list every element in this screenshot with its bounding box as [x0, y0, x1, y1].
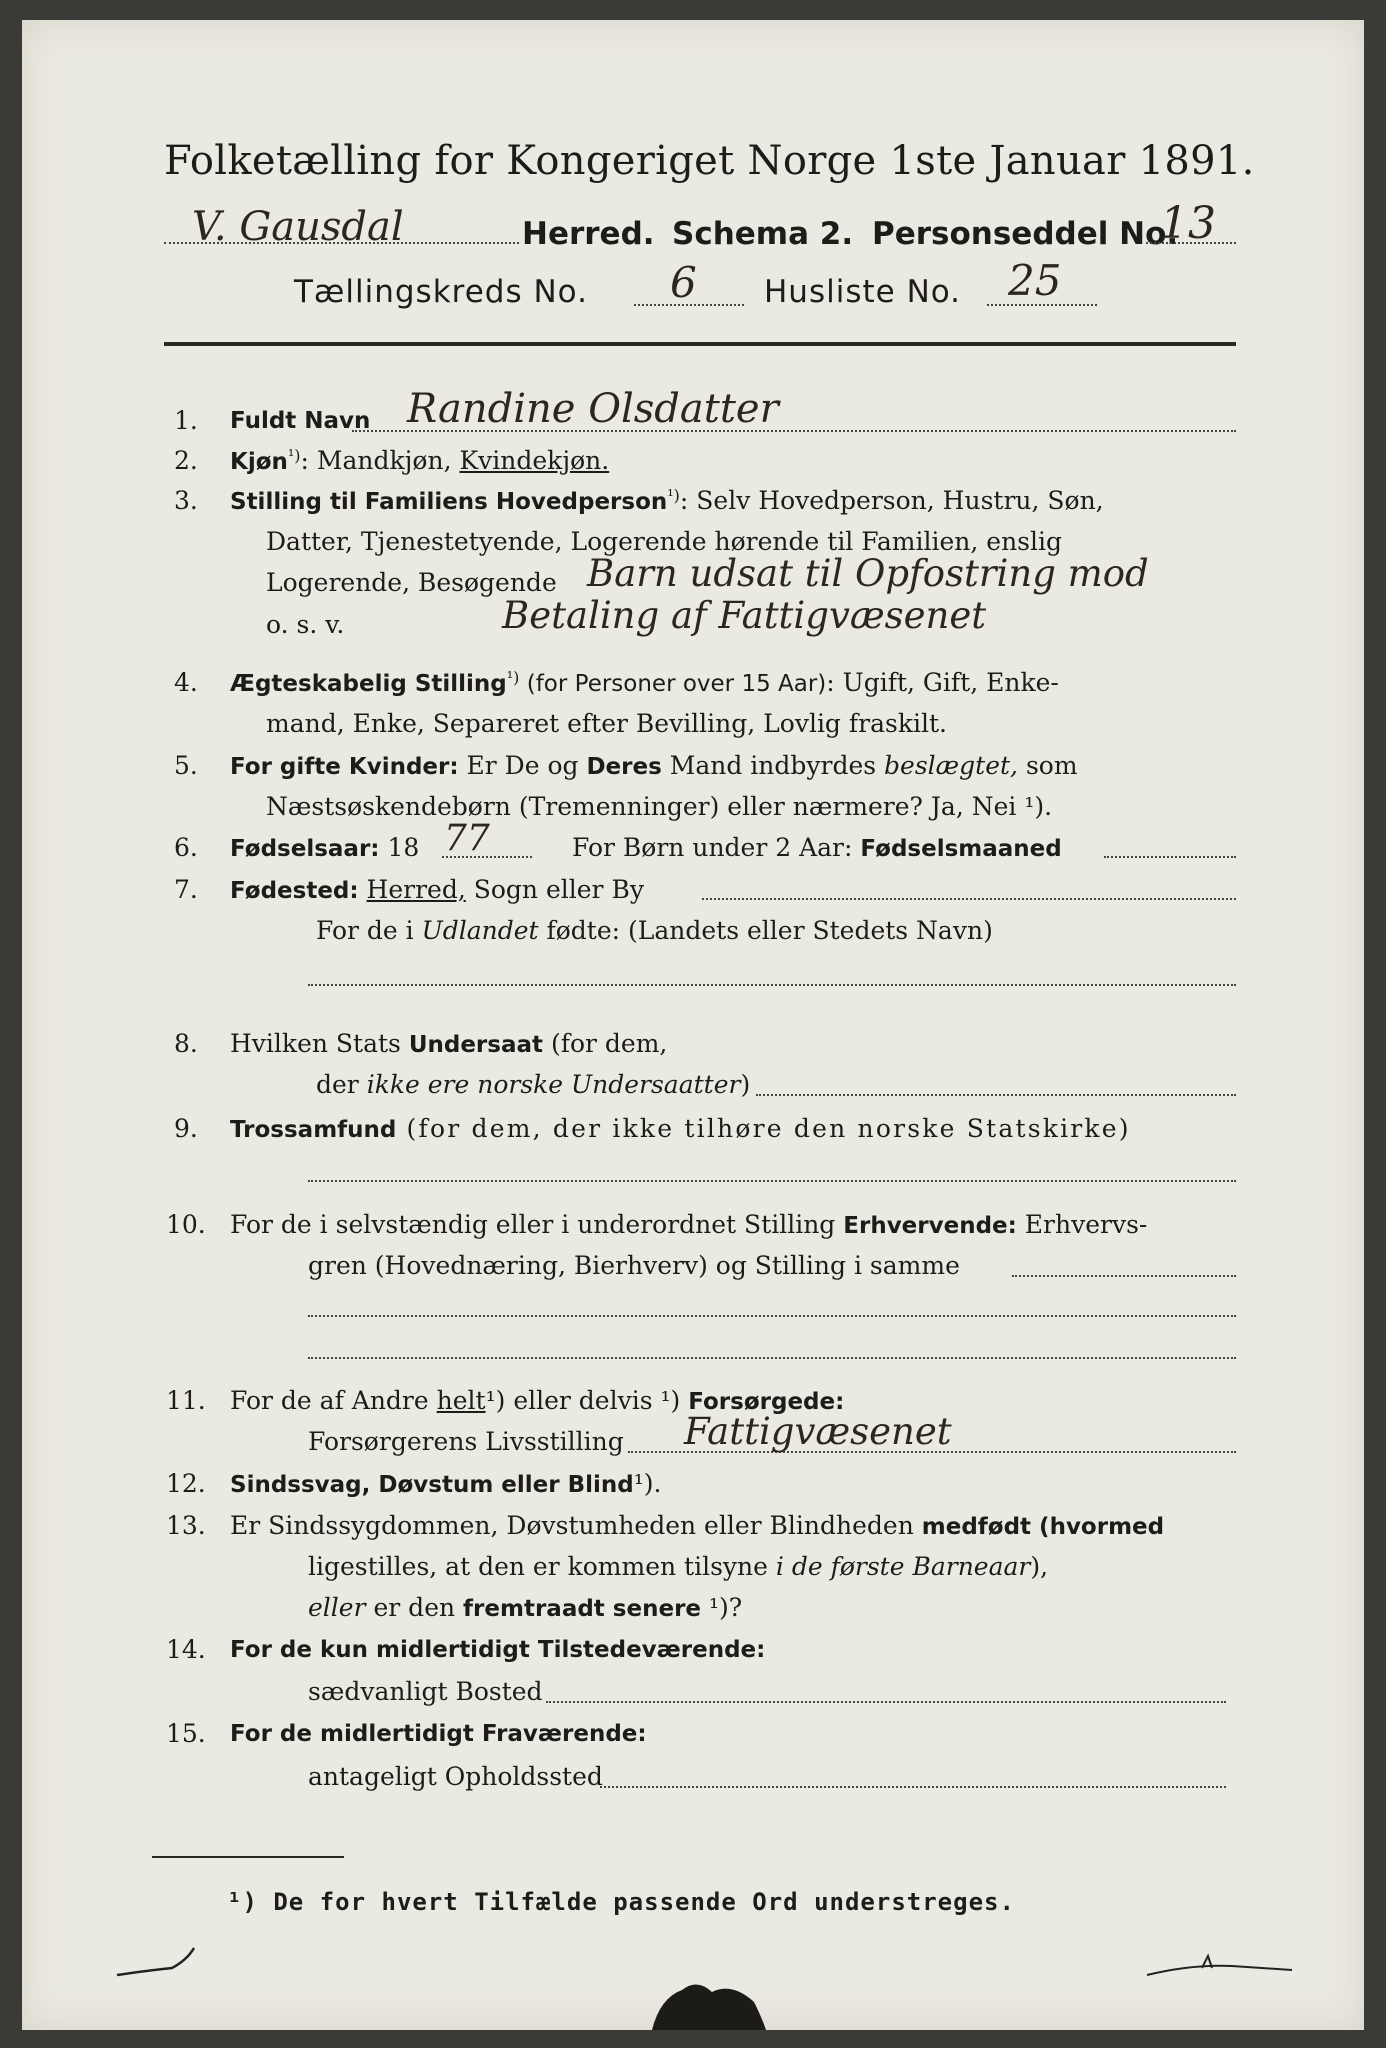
item13-text-d: ), [1030, 1552, 1049, 1581]
item8-dotline [756, 1094, 1236, 1096]
item6-line [230, 833, 419, 862]
personseddel-dotline [1146, 242, 1236, 244]
item8-text-b: (for dem, [543, 1029, 668, 1058]
item7-italic: Udlandet [421, 916, 539, 945]
item-number: 9. [174, 1114, 198, 1143]
footnote-rule [152, 1856, 344, 1858]
item4-line1 [230, 668, 1059, 697]
item9-dotline [308, 1180, 1236, 1182]
herred-label: Herred. [522, 216, 655, 252]
item3-line2: Datter, Tjenestetyende, Logerende hørende til Familien, enslig [266, 527, 1063, 556]
item7-dotline-2 [308, 984, 1236, 986]
herred-dotline [164, 242, 519, 244]
item1-label: Fuldt Navn [230, 408, 371, 434]
item7-line2 [316, 916, 993, 945]
item8-bold: Undersaat [408, 1032, 543, 1058]
item10-dotline-3 [308, 1357, 1236, 1359]
item14-label: For de kun midlertidigt Tilstedeværende: [230, 1637, 766, 1663]
item14-line2: sædvanligt Bosted [308, 1677, 543, 1706]
item6-dotline-b [1104, 856, 1236, 858]
item-number: 13. [166, 1511, 206, 1540]
husliste-dotline [987, 304, 1097, 306]
item1-name-value: Randine Olsdatter [407, 386, 779, 432]
item-number: 8. [174, 1029, 198, 1058]
item7-dotline-1 [702, 898, 1236, 900]
kreds-value: 6 [670, 258, 697, 307]
item-number: 2. [174, 446, 198, 475]
item9-label: Trossamfund [230, 1117, 397, 1143]
husliste-label: Husliste No. [764, 274, 962, 310]
item13-text-b: (hvormed [1031, 1514, 1165, 1540]
item3-text: : Selv Hovedperson, Hustru, Søn, [679, 486, 1104, 515]
item-number: 1. [174, 406, 198, 435]
item11-line2: Forsørgerens Livsstilling [308, 1427, 624, 1456]
item13-italic-2: eller [308, 1593, 366, 1622]
item9-line [230, 1114, 1131, 1143]
item4-text-a: (for Personer over 15 Aar) [519, 671, 827, 697]
item6-dotline-a [442, 856, 532, 858]
item13-text-c: ligestilles, at den er kommen tilsyne [308, 1552, 776, 1581]
item6-label: Fødselsaar: [230, 836, 380, 862]
item11-text-a: For de af Andre [230, 1386, 437, 1415]
item7-text-b: fødte: (Landets eller Stedets Navn) [538, 916, 993, 945]
item8-line1 [230, 1029, 667, 1058]
item3-sup: ¹) [667, 486, 680, 505]
item12-label: Sindssvag, Døvstum eller Blind [230, 1472, 634, 1498]
item6-line-b [572, 833, 1062, 862]
item15-label: For de midlertidigt Fraværende: [230, 1721, 647, 1747]
personseddel-label: Personseddel No. [872, 216, 1179, 252]
schema-label: Schema 2. [672, 216, 854, 252]
kreds-dotline [634, 304, 744, 306]
husliste-value: 25 [1008, 256, 1062, 305]
item6-text: For Børn under 2 Aar: [572, 833, 861, 862]
item4-line2: mand, Enke, Separeret efter Bevilling, Lovlig fraskilt. [266, 709, 947, 738]
torn-edge-mark [642, 1968, 772, 2030]
item-number: 14. [166, 1635, 206, 1664]
form-title: Folketælling for Kongeriget Norge 1ste Januar 1891. [164, 138, 1255, 184]
item-number: 6. [174, 833, 198, 862]
item6-bold: Fødselsmaaned [860, 836, 1062, 862]
ink-mark-left [112, 1940, 232, 2000]
header-rule [164, 342, 1236, 346]
item3-label: Stilling til Familiens Hovedperson [230, 489, 668, 515]
item7-text-a: For de i [316, 916, 422, 945]
item4-text-b: : Ugift, Gift, Enke- [826, 668, 1059, 697]
item-number: 15. [166, 1719, 206, 1748]
item11-handwritten: Fattigvæsenet [684, 1410, 952, 1453]
item10-bold: Erhvervende: [843, 1213, 1017, 1239]
item7-label: Fødested: [230, 878, 359, 904]
item5-text-b: Mand indbyrdes [661, 751, 885, 780]
item13-italic: i de første Barneaar [775, 1552, 1031, 1581]
item3-line1 [230, 486, 1104, 515]
item5-bold: Deres [586, 754, 662, 780]
item13-bold-2: fremtraadt senere [463, 1596, 702, 1622]
item3-handwritten-2: Betaling af Fattigvæsenet [502, 594, 987, 637]
item7-underlined: Herred, [366, 875, 466, 904]
item15-line2: antageligt Opholdssted [308, 1762, 603, 1791]
item4-label: Ægteskabelig Stilling [230, 671, 507, 697]
census-form-sheet [22, 20, 1364, 2030]
item10-dotline-1 [1012, 1275, 1236, 1277]
item3-handwritten-1: Barn udsat til Opfostring mod [587, 552, 1149, 595]
item10-text-a: For de i selvstændig eller i underordnet Stilling [230, 1210, 844, 1239]
item2-text: : Mandkjøn, [300, 446, 460, 475]
item-number: 4. [174, 668, 198, 697]
item10-text-b: Erhvervs- [1016, 1210, 1148, 1239]
item13-line2 [308, 1552, 1048, 1581]
item15-dotline [600, 1786, 1226, 1788]
item2-underlined-choice: Kvindekjøn. [459, 446, 610, 475]
item3-line4: o. s. v. [266, 610, 345, 639]
item2-sup: ¹) [287, 446, 301, 465]
item13-bold: medfødt [921, 1514, 1032, 1540]
ink-mark-right [1142, 1950, 1302, 1990]
item8-text-d: ) [740, 1070, 751, 1099]
item8-text-c: der [316, 1070, 367, 1099]
item8-italic: ikke ere norske Undersaatter [366, 1070, 741, 1099]
item10-line2: gren (Hovednæring, Bierhverv) og Stilling i samme [308, 1251, 960, 1280]
item11-underlined: helt [436, 1386, 486, 1415]
kreds-label: Tællingskreds No. [294, 274, 588, 310]
item3-line3: Logerende, Besøgende [266, 568, 557, 597]
item12-line [230, 1469, 662, 1498]
item5-text-c: som [1018, 751, 1078, 780]
item-number: 10. [166, 1210, 206, 1239]
item13-line1 [230, 1511, 1164, 1540]
item9-text: (for dem, der ikke tilhøre den norske Statskirke) [396, 1114, 1131, 1143]
footnote: ¹) De for hvert Tilfælde passende Ord understreges. [227, 1888, 1015, 1916]
item-number: 5. [174, 751, 198, 780]
item5-line1 [230, 751, 1078, 780]
item13-line3 [308, 1593, 742, 1622]
item14-dotline [546, 1701, 1226, 1703]
item-number: 3. [174, 486, 198, 515]
item13-text-e: er den [365, 1593, 464, 1622]
item5-line2: Næstsøskendebørn (Tremenninger) eller nærmere? Ja, Nei ¹). [266, 792, 1053, 821]
item7-text: Sogn eller By [465, 875, 644, 904]
item5-italic: beslægtet, [884, 751, 1019, 780]
item8-text-a: Hvilken Stats [230, 1029, 409, 1058]
item8-line2 [316, 1070, 750, 1099]
item13-text-f: ¹)? [701, 1593, 743, 1622]
item11-bold: Forsørgede: [688, 1389, 845, 1415]
item10-dotline-2 [308, 1315, 1236, 1317]
item4-sup: ¹) [506, 668, 520, 687]
item2-line [230, 446, 609, 475]
item-number: 7. [174, 875, 198, 904]
item7-line1 [230, 875, 644, 904]
item2-label: Kjøn [230, 449, 288, 475]
item11-text-b: ¹) eller delvis ¹) [485, 1386, 689, 1415]
personseddel-value: 13 [1160, 198, 1216, 249]
item6-prefix: 18 [379, 833, 420, 862]
item-number: 12. [166, 1469, 206, 1498]
item13-text-a: Er Sindssygdommen, Døvstumheden eller Blindheden [230, 1511, 922, 1540]
item12-sup: ¹). [633, 1469, 662, 1498]
item5-label: For gifte Kvinder: [230, 754, 459, 780]
item6-birthyear-value: 77 [444, 818, 490, 859]
herred-value: V. Gausdal [192, 204, 404, 250]
item10-line1 [230, 1210, 1147, 1239]
item-number: 11. [166, 1386, 206, 1415]
item5-text-a: Er De og [458, 751, 587, 780]
